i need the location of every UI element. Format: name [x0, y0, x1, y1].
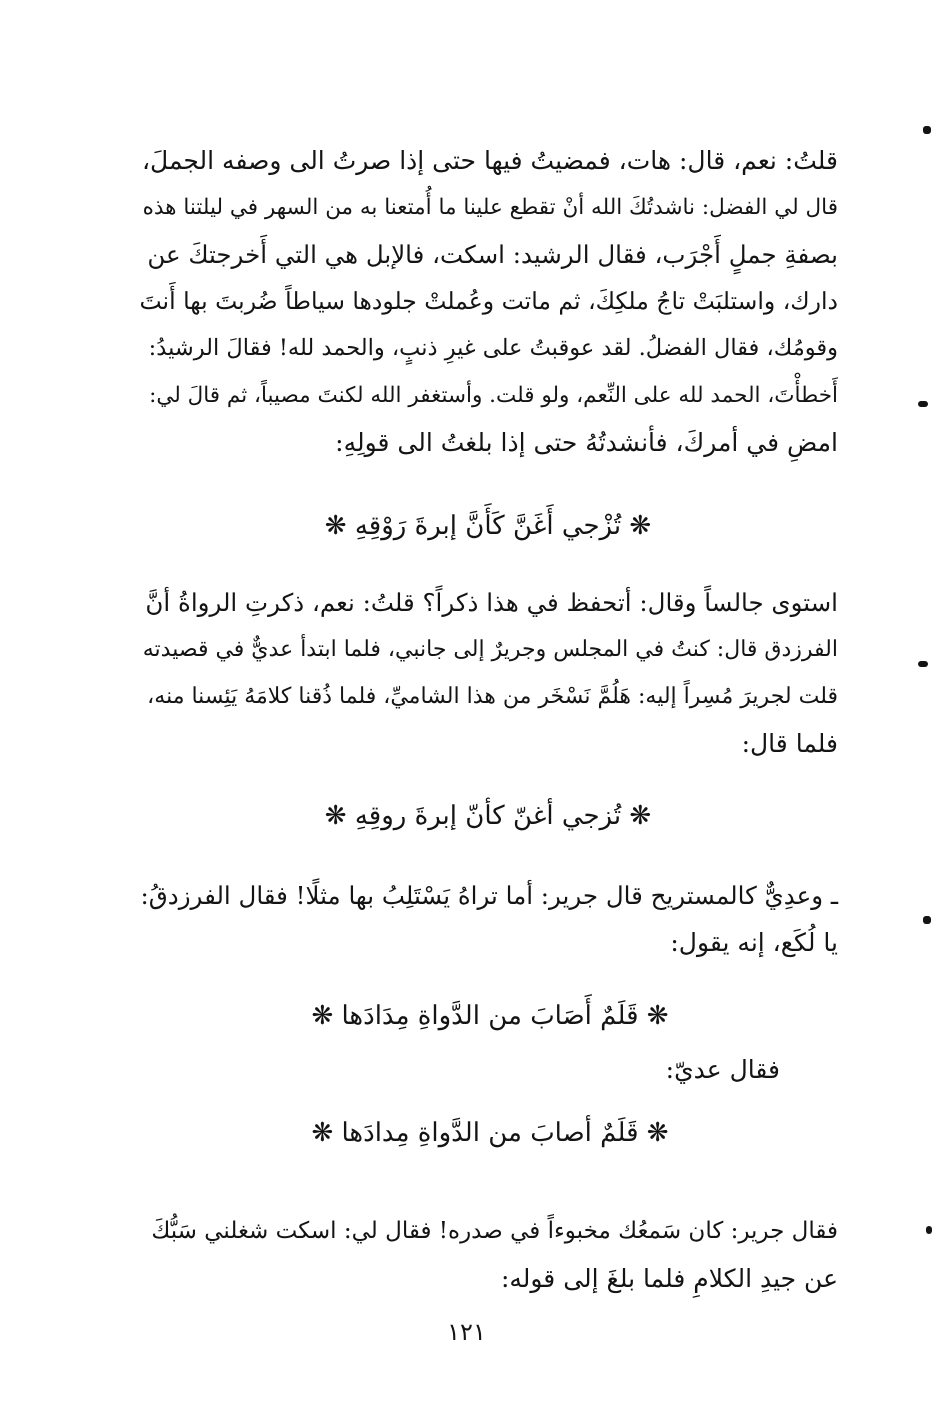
text-line: دارك، واستلبَتْ تاجُ ملكِكَ، ثم ماتت وعُملتْ جلودها سياطاً ضُربتَ بها أَنتَ — [139, 287, 838, 315]
text-line: الفرزدق قال: كنتُ في المجلس وجريرٌ إلى جانبي، فلما ابتدأ عديٌّ في قصيدته — [142, 637, 838, 662]
dialog-1 — [138, 872, 838, 966]
text-line: قال لي الفضل: ناشدتُكَ الله أنْ تقطع علينا ما أُمتعنا به من السهر في ليلتنا هذه — [142, 195, 838, 220]
verse-1: ❋ تُزْجي أَغَنَّ كَأَنَّ إبرةَ رَوْقِهِ ❋ — [324, 511, 652, 541]
text-line: بصفةِ جملٍ أَجْرَب، فقال الرشيد: اسكت، فالإبل هي التي أَخرجتكَ عن — [147, 240, 838, 269]
text-line: فقال جرير: كان سَمعُك مخبوءاً في صدره! فقال لي: اسكت شغلني سَبُّكَ — [151, 1218, 838, 1244]
paragraph-2 — [138, 579, 838, 767]
text-line: عن جيدِ الكلامِ فلما بلغَ إلى قوله: — [500, 1264, 838, 1293]
text-line: يا لُكَع، إنه يقول: — [670, 928, 838, 957]
text-line: امضِ في أمركَ، فأنشدتُهُ حتى إذا بلغتُ الى قولِهِ: — [335, 428, 838, 457]
verse-3: ❋ قَلَمٌ أَصَابَ من الدَّواةِ مِدَادَها ❋ — [311, 1001, 669, 1031]
text-line: وقومُك، فقال الفضلُ. لقد عوقبتُ على غيرِ ذنبٍ، والحمد لله! فقالَ الرشيدُ: — [148, 335, 838, 361]
margin-mark — [923, 916, 931, 924]
verse-4: ❋ قَلَمٌ أصابَ من الدَّواةِ مِدادَها ❋ — [311, 1118, 669, 1148]
page-number: ١٢١ — [447, 1318, 486, 1346]
text-line: ـ وعدِيٌّ كالمستريح قال جرير: أما تراهُ يَسْتَلِبُ بها مثلًا! فقال الفرزدقُ: — [140, 881, 838, 910]
margin-mark — [923, 126, 931, 134]
margin-mark — [918, 661, 928, 667]
text-line: فلما قال: — [741, 729, 838, 758]
paragraph-3 — [138, 1208, 838, 1302]
dialog-2: فقال عديّ: — [665, 1055, 780, 1084]
text-line: استوى جالساً وقال: أتحفظ في هذا ذكراً؟ قلتُ: نعم، ذكرتِ الرواةُ أنَّ — [145, 588, 838, 617]
text-line: قلت لجريرَ مُسِراً إليه: هَلُمَّ نَسْخَر من هذا الشاميِّ، فلما ذُقنا كلامَهُ يَئِسنا منه، — [147, 684, 838, 709]
margin-mark — [918, 401, 928, 407]
text-line: أَخطأْتَ، الحمد لله على النِّعم، ولو قلت. وأستغفر الله لكنتَ مصيباً، ثم قالَ لي: — [149, 383, 838, 408]
verse-2: ❋ تُزجي أغنّ كأنّ إبرةَ روقِهِ ❋ — [324, 801, 652, 831]
text-line: قلتُ: نعم، قال: هات، فمضيتُ فيها حتى إذا صرتُ الى وصفه الجملَ، — [141, 146, 838, 175]
paragraph-1 — [138, 137, 838, 466]
margin-mark — [926, 1226, 932, 1234]
